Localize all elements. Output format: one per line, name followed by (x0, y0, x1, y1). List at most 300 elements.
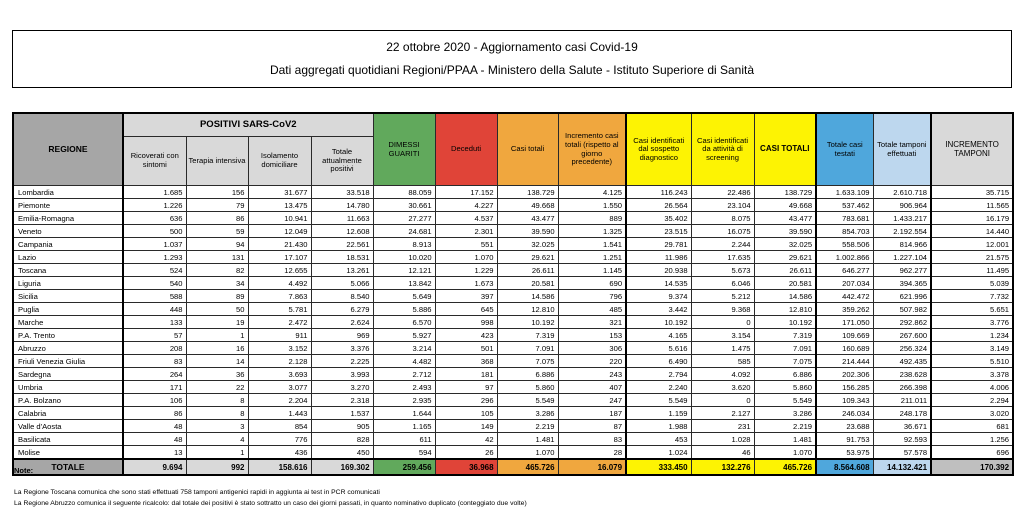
value-cell: 97 (435, 381, 497, 394)
value-cell: 17.635 (691, 251, 754, 264)
value-cell: 86 (186, 212, 248, 225)
value-cell: 3.214 (373, 342, 435, 355)
value-cell: 22.561 (311, 238, 373, 251)
value-cell: 14.780 (311, 199, 373, 212)
value-cell: 889 (558, 212, 626, 225)
value-cell: 4.537 (435, 212, 497, 225)
value-cell: 43.477 (497, 212, 558, 225)
value-cell: 5.651 (931, 303, 1013, 316)
value-cell: 8.913 (373, 238, 435, 251)
value-cell: 23.515 (626, 225, 691, 238)
total-value-cell: 14.132.421 (873, 459, 931, 475)
value-cell: 13.475 (248, 199, 311, 212)
col-header-casi-testati: Totale casi testati (816, 113, 873, 186)
value-cell: 11.663 (311, 212, 373, 225)
col-header-terapia-intensiva: Terapia intensiva (186, 137, 248, 186)
value-cell: 5.549 (754, 394, 816, 407)
value-cell: 10.192 (754, 316, 816, 329)
value-cell: 3.376 (311, 342, 373, 355)
col-header-regione: REGIONE (13, 113, 123, 186)
value-cell: 238.628 (873, 368, 931, 381)
value-cell: 5.616 (626, 342, 691, 355)
value-cell: 292.862 (873, 316, 931, 329)
region-cell: Puglia (13, 303, 123, 316)
value-cell: 29.621 (754, 251, 816, 264)
value-cell: 89 (186, 290, 248, 303)
value-cell: 31.677 (248, 186, 311, 199)
value-cell: 109.343 (816, 394, 873, 407)
value-cell: 248.178 (873, 407, 931, 420)
value-cell: 537.462 (816, 199, 873, 212)
value-cell: 266.398 (873, 381, 931, 394)
value-cell: 10.192 (626, 316, 691, 329)
value-cell: 8 (186, 394, 248, 407)
value-cell: 6.886 (497, 368, 558, 381)
total-value-cell: 992 (186, 459, 248, 475)
value-cell: 776 (248, 433, 311, 446)
value-cell: 1.673 (435, 277, 497, 290)
value-cell: 246.034 (816, 407, 873, 420)
total-value-cell: 333.450 (626, 459, 691, 475)
value-cell: 8 (186, 407, 248, 420)
value-cell: 187 (558, 407, 626, 420)
value-cell: 1.037 (123, 238, 186, 251)
col-header-isolamento: Isolamento domiciliare (248, 137, 311, 186)
value-cell: 12.001 (931, 238, 1013, 251)
value-cell: 621.996 (873, 290, 931, 303)
col-header-sospetto-diagnostico: Casi identificati dal sospetto diagnostico (626, 113, 691, 186)
value-cell: 5.860 (754, 381, 816, 394)
value-cell: 3.152 (248, 342, 311, 355)
value-cell: 998 (435, 316, 497, 329)
value-cell: 4.492 (248, 277, 311, 290)
value-cell: 11.565 (931, 199, 1013, 212)
value-cell: 82 (186, 264, 248, 277)
region-cell: Basilicata (13, 433, 123, 446)
value-cell: 267.600 (873, 329, 931, 342)
value-cell: 1.024 (626, 446, 691, 460)
table-row (13, 342, 1013, 355)
value-cell: 22.486 (691, 186, 754, 199)
value-cell: 6.490 (626, 355, 691, 368)
value-cell: 1.251 (558, 251, 626, 264)
value-cell: 1.481 (754, 433, 816, 446)
value-cell: 5.549 (626, 394, 691, 407)
value-cell: 14.535 (626, 277, 691, 290)
value-cell: 436 (248, 446, 311, 460)
table-row (13, 290, 1013, 303)
value-cell: 3.442 (626, 303, 691, 316)
value-cell: 91.753 (816, 433, 873, 446)
value-cell: 13 (123, 446, 186, 460)
value-cell: 423 (435, 329, 497, 342)
value-cell: 171 (123, 381, 186, 394)
value-cell: 1.256 (931, 433, 1013, 446)
table-row (13, 264, 1013, 277)
table-row (13, 199, 1013, 212)
total-value-cell: 465.726 (497, 459, 558, 475)
value-cell: 0 (691, 316, 754, 329)
value-cell: 23.688 (816, 420, 873, 433)
value-cell: 181 (435, 368, 497, 381)
value-cell: 21.575 (931, 251, 1013, 264)
table-row (13, 225, 1013, 238)
value-cell: 911 (248, 329, 311, 342)
value-cell: 397 (435, 290, 497, 303)
total-value-cell: 158.616 (248, 459, 311, 475)
title-box (12, 30, 1012, 88)
value-cell: 5.066 (311, 277, 373, 290)
value-cell: 3.776 (931, 316, 1013, 329)
value-cell: 3.154 (691, 329, 754, 342)
value-cell: 854 (248, 420, 311, 433)
value-cell: 588 (123, 290, 186, 303)
value-cell: 5.781 (248, 303, 311, 316)
value-cell: 394.365 (873, 277, 931, 290)
value-cell: 35.402 (626, 212, 691, 225)
value-cell: 962.277 (873, 264, 931, 277)
table-row (13, 420, 1013, 433)
value-cell: 22 (186, 381, 248, 394)
value-cell: 32.025 (754, 238, 816, 251)
value-cell: 27.277 (373, 212, 435, 225)
value-cell: 6.279 (311, 303, 373, 316)
value-cell: 6.886 (754, 368, 816, 381)
value-cell: 2.225 (311, 355, 373, 368)
value-cell: 131 (186, 251, 248, 264)
value-cell: 29.781 (626, 238, 691, 251)
value-cell: 83 (558, 433, 626, 446)
value-cell: 407 (558, 381, 626, 394)
col-header-dimessi-guariti: DIMESSI GUARITI (373, 113, 435, 186)
value-cell: 905 (311, 420, 373, 433)
value-cell: 3.620 (691, 381, 754, 394)
col-header-casi-totali-caps: CASI TOTALI (754, 113, 816, 186)
value-cell: 88.059 (373, 186, 435, 199)
table-row (13, 238, 1013, 251)
value-cell: 12.608 (311, 225, 373, 238)
value-cell: 3.020 (931, 407, 1013, 420)
table-row (13, 303, 1013, 316)
value-cell: 1.165 (373, 420, 435, 433)
value-cell: 1.227.104 (873, 251, 931, 264)
region-cell: Lombardia (13, 186, 123, 199)
value-cell: 969 (311, 329, 373, 342)
value-cell: 48 (123, 433, 186, 446)
value-cell: 1.443 (248, 407, 311, 420)
value-cell: 153 (558, 329, 626, 342)
value-cell: 453 (626, 433, 691, 446)
value-cell: 264 (123, 368, 186, 381)
value-cell: 450 (311, 446, 373, 460)
value-cell: 138.729 (497, 186, 558, 199)
total-value-cell: 170.392 (931, 459, 1013, 475)
value-cell: 636 (123, 212, 186, 225)
value-cell: 507.982 (873, 303, 931, 316)
total-value-cell: 259.456 (373, 459, 435, 475)
col-header-totale-positivi: Totale attualmente positivi (311, 137, 373, 186)
value-cell: 1.633.109 (816, 186, 873, 199)
value-cell: 585 (691, 355, 754, 368)
col-header-ricoverati: Ricoverati con sintomi (123, 137, 186, 186)
value-cell: 1.550 (558, 199, 626, 212)
value-cell: 14.440 (931, 225, 1013, 238)
value-cell: 8.075 (691, 212, 754, 225)
col-header-incremento-casi: Incremento casi totali (rispetto al giorno precedente) (558, 113, 626, 186)
value-cell: 2.204 (248, 394, 311, 407)
value-cell: 2.294 (931, 394, 1013, 407)
value-cell: 231 (691, 420, 754, 433)
region-cell: Marche (13, 316, 123, 329)
value-cell: 109.669 (816, 329, 873, 342)
value-cell: 4.227 (435, 199, 497, 212)
value-cell: 16.179 (931, 212, 1013, 225)
value-cell: 1.070 (435, 251, 497, 264)
value-cell: 1.229 (435, 264, 497, 277)
value-cell: 5.886 (373, 303, 435, 316)
value-cell: 3.077 (248, 381, 311, 394)
region-cell: Friuli Venezia Giulia (13, 355, 123, 368)
value-cell: 5.510 (931, 355, 1013, 368)
total-value-cell: 16.079 (558, 459, 626, 475)
total-value-cell: 36.968 (435, 459, 497, 475)
value-cell: 500 (123, 225, 186, 238)
value-cell: 207.034 (816, 277, 873, 290)
value-cell: 20.581 (754, 277, 816, 290)
value-cell: 3.270 (311, 381, 373, 394)
value-cell: 12.049 (248, 225, 311, 238)
page-title: 22 ottobre 2020 - Aggiornamento casi Covid-19 (386, 40, 638, 54)
value-cell: 645 (435, 303, 497, 316)
value-cell: 906.964 (873, 199, 931, 212)
value-cell: 220 (558, 355, 626, 368)
value-cell: 2.219 (754, 420, 816, 433)
value-cell: 3.693 (248, 368, 311, 381)
table-row (13, 446, 1013, 460)
table-header (13, 113, 1013, 186)
value-cell: 133 (123, 316, 186, 329)
value-cell: 442.472 (816, 290, 873, 303)
col-header-deceduti: Deceduti (435, 113, 497, 186)
total-value-cell: 132.276 (691, 459, 754, 475)
value-cell: 59 (186, 225, 248, 238)
table-row (13, 277, 1013, 290)
value-cell: 4.165 (626, 329, 691, 342)
value-cell: 19 (186, 316, 248, 329)
value-cell: 10.192 (497, 316, 558, 329)
total-value-cell: 169.302 (311, 459, 373, 475)
value-cell: 211.011 (873, 394, 931, 407)
value-cell: 690 (558, 277, 626, 290)
value-cell: 46 (691, 446, 754, 460)
value-cell: 2.493 (373, 381, 435, 394)
table-row (13, 212, 1013, 225)
value-cell: 10.020 (373, 251, 435, 264)
value-cell: 1.159 (626, 407, 691, 420)
value-cell: 5.649 (373, 290, 435, 303)
value-cell: 1.070 (497, 446, 558, 460)
total-value-cell: 8.564.608 (816, 459, 873, 475)
value-cell: 1.433.217 (873, 212, 931, 225)
region-cell: Abruzzo (13, 342, 123, 355)
value-cell: 3.378 (931, 368, 1013, 381)
table-row (13, 433, 1013, 446)
value-cell: 36.671 (873, 420, 931, 433)
region-cell: Veneto (13, 225, 123, 238)
value-cell: 3.286 (754, 407, 816, 420)
value-cell: 16.075 (691, 225, 754, 238)
value-cell: 1.145 (558, 264, 626, 277)
region-cell: Toscana (13, 264, 123, 277)
col-group-positivi: POSITIVI SARS-CoV2 (123, 113, 373, 137)
value-cell: 540 (123, 277, 186, 290)
value-cell: 14.586 (754, 290, 816, 303)
value-cell: 4.092 (691, 368, 754, 381)
value-cell: 5.673 (691, 264, 754, 277)
value-cell: 28 (558, 446, 626, 460)
value-cell: 9.368 (691, 303, 754, 316)
value-cell: 4 (186, 433, 248, 446)
value-cell: 20.581 (497, 277, 558, 290)
region-cell: P.A. Bolzano (13, 394, 123, 407)
value-cell: 14.586 (497, 290, 558, 303)
value-cell: 160.689 (816, 342, 873, 355)
value-cell: 321 (558, 316, 626, 329)
value-cell: 448 (123, 303, 186, 316)
value-cell: 5.039 (931, 277, 1013, 290)
value-cell: 5.860 (497, 381, 558, 394)
value-cell: 8.540 (311, 290, 373, 303)
region-cell: Lazio (13, 251, 123, 264)
value-cell: 2.935 (373, 394, 435, 407)
total-value-cell: 9.694 (123, 459, 186, 475)
value-cell: 86 (123, 407, 186, 420)
value-cell: 1.234 (931, 329, 1013, 342)
value-cell: 43.477 (754, 212, 816, 225)
table-row (13, 407, 1013, 420)
value-cell: 11.495 (931, 264, 1013, 277)
value-cell: 6.046 (691, 277, 754, 290)
value-cell: 30.661 (373, 199, 435, 212)
value-cell: 36 (186, 368, 248, 381)
value-cell: 21.430 (248, 238, 311, 251)
value-cell: 1.685 (123, 186, 186, 199)
value-cell: 1.028 (691, 433, 754, 446)
region-cell: Valle d'Aosta (13, 420, 123, 433)
value-cell: 1.002.866 (816, 251, 873, 264)
value-cell: 23.104 (691, 199, 754, 212)
table-row (13, 329, 1013, 342)
value-cell: 17.152 (435, 186, 497, 199)
value-cell: 558.506 (816, 238, 873, 251)
value-cell: 681 (931, 420, 1013, 433)
value-cell: 57 (123, 329, 186, 342)
value-cell: 2.240 (626, 381, 691, 394)
value-cell: 214.444 (816, 355, 873, 368)
value-cell: 306 (558, 342, 626, 355)
value-cell: 7.863 (248, 290, 311, 303)
value-cell: 26 (435, 446, 497, 460)
value-cell: 87 (558, 420, 626, 433)
value-cell: 4.482 (373, 355, 435, 368)
value-cell: 1.537 (311, 407, 373, 420)
table-row (13, 394, 1013, 407)
value-cell: 1.226 (123, 199, 186, 212)
value-cell: 208 (123, 342, 186, 355)
value-cell: 2.472 (248, 316, 311, 329)
value-cell: 256.324 (873, 342, 931, 355)
value-cell: 828 (311, 433, 373, 446)
region-cell: P.A. Trento (13, 329, 123, 342)
value-cell: 359.262 (816, 303, 873, 316)
value-cell: 49.668 (754, 199, 816, 212)
value-cell: 29.621 (497, 251, 558, 264)
total-value-cell: 465.726 (754, 459, 816, 475)
region-cell: Umbria (13, 381, 123, 394)
value-cell: 105 (435, 407, 497, 420)
value-cell: 783.681 (816, 212, 873, 225)
value-cell: 149 (435, 420, 497, 433)
value-cell: 7.075 (754, 355, 816, 368)
value-cell: 12.810 (497, 303, 558, 316)
value-cell: 12.121 (373, 264, 435, 277)
value-cell: 296 (435, 394, 497, 407)
value-cell: 48 (123, 420, 186, 433)
value-cell: 10.941 (248, 212, 311, 225)
value-cell: 11.986 (626, 251, 691, 264)
value-cell: 26.611 (497, 264, 558, 277)
value-cell: 2.128 (248, 355, 311, 368)
value-cell: 696 (931, 446, 1013, 460)
total-label-cell: TOTALE (13, 459, 123, 475)
value-cell: 7.732 (931, 290, 1013, 303)
value-cell: 42 (435, 433, 497, 446)
value-cell: 1.988 (626, 420, 691, 433)
covid-data-table (12, 112, 1014, 476)
region-cell: Emilia-Romagna (13, 212, 123, 225)
region-cell: Campania (13, 238, 123, 251)
value-cell: 20.938 (626, 264, 691, 277)
value-cell: 1.293 (123, 251, 186, 264)
value-cell: 13.842 (373, 277, 435, 290)
value-cell: 243 (558, 368, 626, 381)
notes-label: Note: (14, 466, 34, 475)
col-header-tamponi: Totale tamponi effettuati (873, 113, 931, 186)
value-cell: 18.531 (311, 251, 373, 264)
value-cell: 106 (123, 394, 186, 407)
value-cell: 2.318 (311, 394, 373, 407)
value-cell: 83 (123, 355, 186, 368)
value-cell: 2.192.554 (873, 225, 931, 238)
value-cell: 171.050 (816, 316, 873, 329)
note-line-abruzzo: La Regione Abruzzo comunica il seguente ricalcolo: dal totale dei positivi è stato sottratto un caso dei giorni passati, in quanto nominativo duplicato (conteggiato due volte) (14, 500, 527, 507)
value-cell: 2.219 (497, 420, 558, 433)
col-header-incremento-tamponi: INCREMENTO TAMPONI (931, 113, 1013, 186)
note-line-toscana: La Regione Toscana comunica che sono stati effettuati 758 tamponi antigenici rapidi in aggiunta ai test in PCR comunicati (14, 489, 380, 496)
value-cell: 79 (186, 199, 248, 212)
value-cell: 12.810 (754, 303, 816, 316)
table-row (13, 355, 1013, 368)
value-cell: 2.610.718 (873, 186, 931, 199)
table-body (13, 186, 1013, 460)
value-cell: 34 (186, 277, 248, 290)
value-cell: 26.564 (626, 199, 691, 212)
value-cell: 53.975 (816, 446, 873, 460)
col-header-screening: Casi identificati da attività di screening (691, 113, 754, 186)
value-cell: 7.091 (497, 342, 558, 355)
value-cell: 2.712 (373, 368, 435, 381)
value-cell: 247 (558, 394, 626, 407)
